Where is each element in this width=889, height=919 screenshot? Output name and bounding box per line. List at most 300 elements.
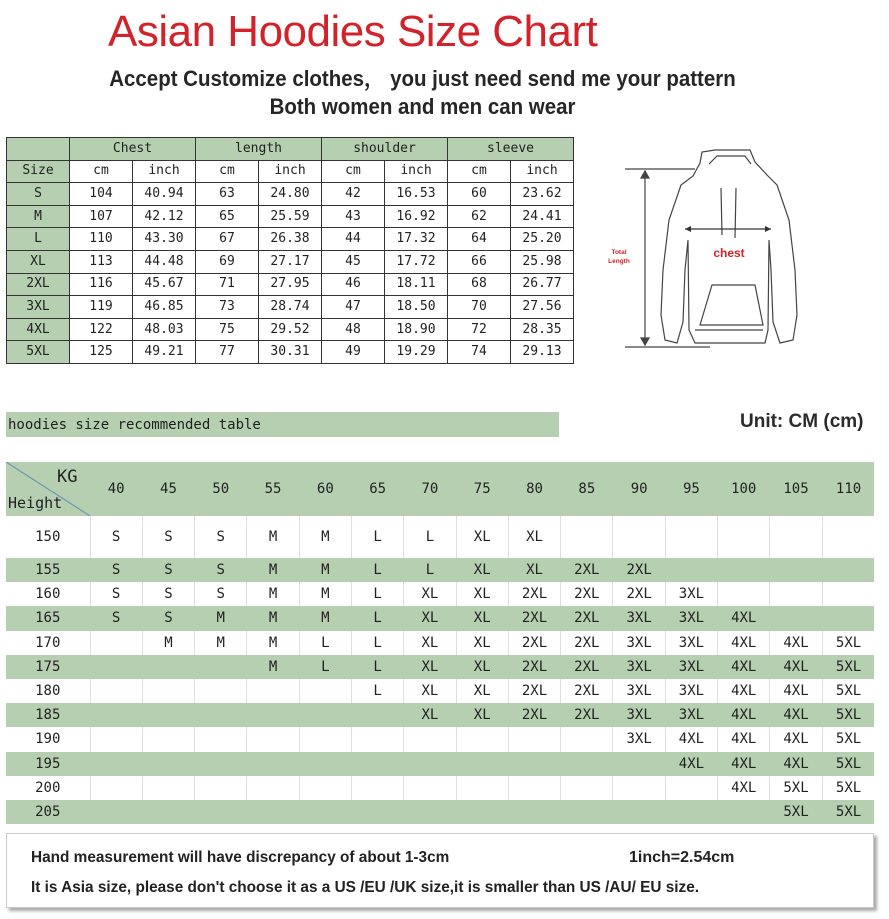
recommended-size-cell <box>770 558 822 582</box>
size-label-cell: L <box>7 228 70 251</box>
measurement-cell: 49 <box>322 341 385 364</box>
recommended-size-cell: S <box>90 516 142 558</box>
recommended-size-cell: L <box>351 516 403 558</box>
recommended-size-cell: 4XL <box>718 606 770 630</box>
recommended-size-cell: S <box>142 606 194 630</box>
recommended-size-cell <box>351 703 403 727</box>
recommended-size-cell <box>770 582 822 606</box>
recommended-size-cell <box>299 727 351 751</box>
measurement-cell: 48.03 <box>133 318 196 341</box>
recommended-size-cell: 2XL <box>561 679 613 703</box>
recommended-size-cell <box>822 516 874 558</box>
recommended-size-cell: S <box>195 516 247 558</box>
recommended-size-cell: M <box>247 582 299 606</box>
height-row <box>6 655 874 679</box>
measurement-cell: 30.31 <box>259 341 322 364</box>
weight-header-cell: 85 <box>561 462 613 516</box>
recommended-size-cell <box>90 752 142 776</box>
subheader-length-inch: inch <box>259 160 322 183</box>
recommended-size-cell <box>195 679 247 703</box>
recommended-size-cell <box>718 558 770 582</box>
recommend-table-caption: hoodies size recommended table <box>6 412 559 437</box>
recommended-size-cell: 4XL <box>718 655 770 679</box>
recommended-size-cell: S <box>90 606 142 630</box>
recommended-size-cell <box>404 752 456 776</box>
recommended-size-cell: 4XL <box>770 679 822 703</box>
recommended-size-cell: 2XL <box>508 631 560 655</box>
measurement-cell: 122 <box>70 318 133 341</box>
height-cell: 165 <box>6 606 90 630</box>
recommended-size-cell <box>195 800 247 824</box>
recommended-size-cell <box>142 703 194 727</box>
subheader-chest-inch: inch <box>133 160 196 183</box>
recommended-size-cell: 3XL <box>665 655 717 679</box>
measurement-cell: 18.11 <box>385 273 448 296</box>
measurement-cell: 69 <box>196 250 259 273</box>
recommended-size-cell: 2XL <box>561 631 613 655</box>
measurement-cell: 119 <box>70 296 133 319</box>
recommended-size-cell: M <box>247 516 299 558</box>
recommended-size-cell: 4XL <box>770 752 822 776</box>
recommended-size-cell: M <box>142 631 194 655</box>
recommended-size-cell <box>561 800 613 824</box>
measurement-cell: 18.50 <box>385 296 448 319</box>
height-row <box>6 800 874 824</box>
recommended-size-cell: 4XL <box>665 727 717 751</box>
recommended-size-cell: 5XL <box>822 703 874 727</box>
measurement-cell: 48 <box>322 318 385 341</box>
measurement-cell: 62 <box>448 205 511 228</box>
weight-header-cell: 70 <box>404 462 456 516</box>
recommended-size-cell <box>299 703 351 727</box>
recommended-size-cell <box>508 800 560 824</box>
weight-header-cell: 55 <box>247 462 299 516</box>
measurement-cell: 72 <box>448 318 511 341</box>
group-chest: Chest <box>70 138 196 161</box>
recommended-size-cell: 2XL <box>561 558 613 582</box>
recommended-size-cell: 2XL <box>508 679 560 703</box>
subtitle-customize: Accept Customize clothes， you just need send me your pattern <box>109 66 736 91</box>
size-label-cell: 3XL <box>7 296 70 319</box>
recommended-size-cell: 2XL <box>508 582 560 606</box>
total-length-label-2: Length <box>608 258 630 265</box>
recommended-size-cell <box>142 655 194 679</box>
measurement-cell: 27.56 <box>511 296 574 319</box>
recommended-size-cell <box>247 679 299 703</box>
measurement-cell: 40.94 <box>133 183 196 206</box>
recommended-size-cell: 3XL <box>613 655 665 679</box>
measurement-cell: 43 <box>322 205 385 228</box>
measurement-cell: 44.48 <box>133 250 196 273</box>
size-table-corner <box>7 138 70 161</box>
recommended-size-cell: 2XL <box>613 558 665 582</box>
recommended-size-cell: 5XL <box>770 800 822 824</box>
recommended-size-cell <box>351 727 403 751</box>
recommended-size-cell: 4XL <box>718 727 770 751</box>
measurement-cell: 27.17 <box>259 250 322 273</box>
recommended-size-cell <box>770 516 822 558</box>
hoodie-illustration <box>605 140 805 355</box>
size-table-row <box>7 341 574 364</box>
recommended-size-cell: XL <box>456 582 508 606</box>
recommended-size-cell <box>665 800 717 824</box>
height-cell: 190 <box>6 727 90 751</box>
recommended-size-cell <box>195 727 247 751</box>
recommended-size-cell <box>561 516 613 558</box>
subheader-size: Size <box>7 160 70 183</box>
weight-header-cell: 100 <box>718 462 770 516</box>
recommended-size-cell <box>561 727 613 751</box>
recommended-size-cell <box>90 631 142 655</box>
recommended-size-cell <box>142 727 194 751</box>
recommended-size-cell: 2XL <box>508 655 560 679</box>
recommended-size-cell: 3XL <box>613 606 665 630</box>
size-table-row <box>7 183 574 206</box>
total-length-label-1: Total <box>611 249 627 256</box>
measurement-cell: 125 <box>70 341 133 364</box>
recommended-size-cell: M <box>299 516 351 558</box>
subheader-length-cm: cm <box>196 160 259 183</box>
size-table-row <box>7 250 574 273</box>
recommended-size-cell: 3XL <box>665 631 717 655</box>
height-row <box>6 727 874 751</box>
recommended-size-cell <box>247 727 299 751</box>
recommended-size-cell <box>613 752 665 776</box>
recommended-size-cell: 4XL <box>770 703 822 727</box>
size-table-row <box>7 318 574 341</box>
recommended-size-cell <box>195 655 247 679</box>
recommended-size-cell: M <box>299 606 351 630</box>
subheader-chest-cm: cm <box>70 160 133 183</box>
recommended-size-cell: S <box>195 558 247 582</box>
recommended-size-cell <box>613 516 665 558</box>
recommended-size-cell: 2XL <box>561 606 613 630</box>
recommended-size-cell: S <box>195 582 247 606</box>
measurement-cell: 107 <box>70 205 133 228</box>
recommended-size-cell <box>351 800 403 824</box>
recommended-size-cell: L <box>351 582 403 606</box>
measurement-cell: 16.92 <box>385 205 448 228</box>
height-row <box>6 679 874 703</box>
recommended-size-cell: M <box>247 558 299 582</box>
recommended-size-cell <box>561 776 613 800</box>
size-label-cell: 4XL <box>7 318 70 341</box>
unit-label: Unit: CM (cm) <box>740 411 864 432</box>
recommended-size-cell: 4XL <box>718 752 770 776</box>
size-label-cell: 2XL <box>7 273 70 296</box>
height-row <box>6 752 874 776</box>
measurement-note: Hand measurement will have discrepancy of about 1-3cm <box>31 849 450 866</box>
height-cell: 205 <box>6 800 90 824</box>
recommended-size-cell: XL <box>456 516 508 558</box>
weight-header-cell: 75 <box>456 462 508 516</box>
recommended-size-cell <box>351 752 403 776</box>
recommended-size-cell <box>665 516 717 558</box>
measurement-cell: 43.30 <box>133 228 196 251</box>
recommended-size-cell <box>351 776 403 800</box>
size-table-row <box>7 273 574 296</box>
recommended-size-cell <box>561 752 613 776</box>
recommended-size-cell: M <box>195 606 247 630</box>
recommended-size-cell: 3XL <box>613 631 665 655</box>
recommended-size-cell <box>508 752 560 776</box>
recommended-size-cell: 5XL <box>822 631 874 655</box>
recommended-size-cell: 2XL <box>508 606 560 630</box>
recommended-size-cell: 2XL <box>561 703 613 727</box>
measurement-cell: 66 <box>448 250 511 273</box>
weight-header-cell: 65 <box>351 462 403 516</box>
recommended-size-cell <box>822 558 874 582</box>
measurement-cell: 49.21 <box>133 341 196 364</box>
measurement-cell: 73 <box>196 296 259 319</box>
recommended-size-cell <box>456 752 508 776</box>
recommended-size-cell <box>718 800 770 824</box>
measurement-cell: 27.95 <box>259 273 322 296</box>
recommended-size-cell: XL <box>456 606 508 630</box>
page-title: Asian Hoodies Size Chart <box>108 7 598 56</box>
size-label-cell: XL <box>7 250 70 273</box>
measurement-cell: 24.80 <box>259 183 322 206</box>
recommended-size-cell: S <box>90 558 142 582</box>
measurement-cell: 60 <box>448 183 511 206</box>
height-cell: 175 <box>6 655 90 679</box>
recommended-size-cell: XL <box>404 655 456 679</box>
recommended-size-cell: XL <box>456 558 508 582</box>
measurement-cell: 16.53 <box>385 183 448 206</box>
recommended-size-cell: 2XL <box>561 655 613 679</box>
recommended-size-cell: 4XL <box>770 631 822 655</box>
measurement-cell: 28.74 <box>259 296 322 319</box>
measurement-cell: 26.38 <box>259 228 322 251</box>
measurement-cell: 77 <box>196 341 259 364</box>
recommended-size-cell <box>456 776 508 800</box>
recommended-size-cell <box>247 703 299 727</box>
recommended-size-cell: 3XL <box>613 727 665 751</box>
measurement-cell: 44 <box>322 228 385 251</box>
measurement-cell: 25.59 <box>259 205 322 228</box>
recommended-size-cell: L <box>351 631 403 655</box>
recommended-size-cell <box>665 776 717 800</box>
weight-header-cell: 90 <box>613 462 665 516</box>
group-length: length <box>196 138 322 161</box>
recommended-size-cell <box>456 727 508 751</box>
measurement-cell: 23.62 <box>511 183 574 206</box>
recommended-size-cell: 3XL <box>665 679 717 703</box>
measurement-cell: 42 <box>322 183 385 206</box>
measurement-cell: 75 <box>196 318 259 341</box>
weight-header-cell: 95 <box>665 462 717 516</box>
height-cell: 195 <box>6 752 90 776</box>
recommended-size-cell: XL <box>456 631 508 655</box>
recommended-size-cell: XL <box>456 703 508 727</box>
recommended-size-cell <box>142 752 194 776</box>
recommended-size-cell <box>718 582 770 606</box>
recommended-size-cell <box>404 776 456 800</box>
height-row <box>6 631 874 655</box>
measurement-cell: 64 <box>448 228 511 251</box>
recommended-size-cell: XL <box>508 558 560 582</box>
recommended-size-cell: 3XL <box>613 703 665 727</box>
notes-box <box>6 833 874 908</box>
recommended-size-cell: 4XL <box>718 703 770 727</box>
recommended-size-cell: 3XL <box>665 582 717 606</box>
chest-label: chest <box>713 246 745 260</box>
recommended-size-cell <box>195 776 247 800</box>
height-row <box>6 703 874 727</box>
height-cell: 150 <box>6 516 90 558</box>
kg-label: KG <box>57 467 78 487</box>
recommended-size-cell: L <box>351 655 403 679</box>
recommended-size-cell <box>247 776 299 800</box>
recommended-size-cell <box>90 703 142 727</box>
subheader-shoulder-cm: cm <box>322 160 385 183</box>
recommended-size-cell: M <box>247 655 299 679</box>
height-row <box>6 582 874 606</box>
recommended-size-cell <box>404 800 456 824</box>
subtitle-unisex: Both women and men can wear <box>269 94 576 119</box>
measurement-cell: 45 <box>322 250 385 273</box>
height-cell: 170 <box>6 631 90 655</box>
measurement-cell: 113 <box>70 250 133 273</box>
recommended-size-cell: XL <box>404 606 456 630</box>
recommended-size-cell: 4XL <box>665 752 717 776</box>
measurement-cell: 29.52 <box>259 318 322 341</box>
height-row <box>6 516 874 558</box>
weight-header-cell: 105 <box>770 462 822 516</box>
recommended-size-cell <box>299 776 351 800</box>
recommended-size-cell <box>299 752 351 776</box>
measurement-cell: 104 <box>70 183 133 206</box>
measurement-cell: 19.29 <box>385 341 448 364</box>
recommended-size-cell: M <box>299 558 351 582</box>
recommended-size-cell: 5XL <box>822 727 874 751</box>
height-cell: 160 <box>6 582 90 606</box>
recommended-size-cell: M <box>247 606 299 630</box>
measurement-cell: 25.98 <box>511 250 574 273</box>
recommended-size-cell: 3XL <box>613 679 665 703</box>
weight-header-cell: 80 <box>508 462 560 516</box>
recommended-size-cell: 4XL <box>770 727 822 751</box>
measurement-cell: 46.85 <box>133 296 196 319</box>
weight-header-cell: 110 <box>822 462 874 516</box>
subheader-sleeve-inch: inch <box>511 160 574 183</box>
recommended-size-cell: 4XL <box>718 679 770 703</box>
recommended-size-cell: 4XL <box>718 631 770 655</box>
recommended-size-cell: 4XL <box>770 655 822 679</box>
measurement-cell: 45.67 <box>133 273 196 296</box>
recommended-size-cell: 2XL <box>561 582 613 606</box>
recommended-size-cell <box>195 703 247 727</box>
recommended-size-cell: 2XL <box>613 582 665 606</box>
recommended-size-cell: 5XL <box>822 679 874 703</box>
measurement-cell: 28.35 <box>511 318 574 341</box>
asia-size-warning: It is Asia size, please don't choose it as a US /EU /UK size,it is smaller than US /AU/ EU size. <box>31 879 700 896</box>
group-shoulder: shoulder <box>322 138 448 161</box>
recommended-size-cell <box>665 558 717 582</box>
measurement-cell: 65 <box>196 205 259 228</box>
height-cell: 185 <box>6 703 90 727</box>
size-label-cell: S <box>7 183 70 206</box>
recommended-size-cell <box>508 776 560 800</box>
measurement-cell: 74 <box>448 341 511 364</box>
subheader-shoulder-inch: inch <box>385 160 448 183</box>
measurement-cell: 24.41 <box>511 205 574 228</box>
recommended-size-cell: 5XL <box>822 752 874 776</box>
recommended-size-cell <box>247 800 299 824</box>
recommended-size-cell: XL <box>456 679 508 703</box>
height-cell: 180 <box>6 679 90 703</box>
measurement-cell: 26.77 <box>511 273 574 296</box>
height-row <box>6 558 874 582</box>
recommended-size-cell: 4XL <box>718 776 770 800</box>
recommended-size-cell: XL <box>404 582 456 606</box>
measurement-cell: 68 <box>448 273 511 296</box>
size-recommendation-table <box>6 462 874 824</box>
recommended-size-cell <box>90 776 142 800</box>
weight-header-cell: 50 <box>195 462 247 516</box>
height-row <box>6 776 874 800</box>
recommended-size-cell <box>613 800 665 824</box>
measurement-cell: 70 <box>448 296 511 319</box>
recommended-size-cell <box>299 800 351 824</box>
recommended-size-cell <box>613 776 665 800</box>
measurement-cell: 116 <box>70 273 133 296</box>
recommended-size-cell: 5XL <box>770 776 822 800</box>
measurement-cell: 17.32 <box>385 228 448 251</box>
weight-header-cell: 45 <box>142 462 194 516</box>
measurement-cell: 42.12 <box>133 205 196 228</box>
recommended-size-cell <box>90 679 142 703</box>
size-table-row <box>7 228 574 251</box>
recommended-size-cell <box>770 606 822 630</box>
height-row <box>6 606 874 630</box>
recommended-size-cell <box>456 800 508 824</box>
measurement-cell: 47 <box>322 296 385 319</box>
height-label: Height <box>8 494 63 512</box>
recommended-size-cell: XL <box>456 655 508 679</box>
measurement-cell: 71 <box>196 273 259 296</box>
recommended-size-cell: S <box>142 582 194 606</box>
recommended-size-cell: L <box>351 558 403 582</box>
recommended-size-cell: 5XL <box>822 655 874 679</box>
recommended-size-cell: 2XL <box>508 703 560 727</box>
recommended-size-cell <box>142 679 194 703</box>
recommended-size-cell: XL <box>404 703 456 727</box>
weight-header-cell: 60 <box>299 462 351 516</box>
recommended-size-cell: XL <box>508 516 560 558</box>
recommended-size-cell: L <box>299 655 351 679</box>
height-weight-corner <box>6 462 90 516</box>
recommended-size-cell: S <box>142 558 194 582</box>
recommended-size-cell <box>404 727 456 751</box>
recommended-size-cell: L <box>299 631 351 655</box>
size-label-cell: 5XL <box>7 341 70 364</box>
size-table-subheader <box>7 160 574 183</box>
inch-conversion-note: 1inch=2.54cm <box>629 849 735 866</box>
measurement-cell: 29.13 <box>511 341 574 364</box>
recommended-size-cell: L <box>351 679 403 703</box>
recommended-size-cell <box>142 776 194 800</box>
size-measurement-table <box>6 137 574 364</box>
recommended-size-cell: S <box>142 516 194 558</box>
recommended-size-cell: 3XL <box>665 606 717 630</box>
size-table-row <box>7 205 574 228</box>
weight-header-row <box>6 462 874 516</box>
recommended-size-cell <box>195 752 247 776</box>
measurement-cell: 67 <box>196 228 259 251</box>
recommended-size-cell <box>299 679 351 703</box>
recommended-size-cell: M <box>195 631 247 655</box>
